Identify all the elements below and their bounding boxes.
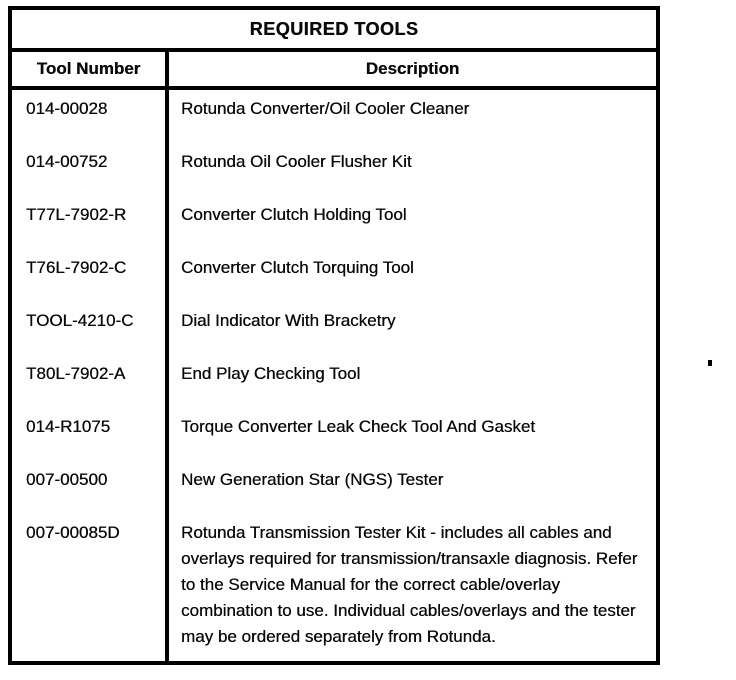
tool-number-cell: T77L-7902-R: [26, 205, 127, 224]
column-header-description: Description: [365, 59, 460, 78]
description-cell: End Play Checking Tool: [181, 364, 361, 383]
table-header-row: [12, 52, 656, 90]
table-row: [12, 90, 656, 143]
tool-number-cell: 014-00752: [26, 152, 108, 171]
column-divider: [165, 90, 169, 661]
table-body: [12, 90, 656, 661]
table-title: REQUIRED TOOLS: [12, 10, 656, 52]
description-cell: Converter Clutch Torquing Tool: [181, 258, 414, 277]
column-header-tool-number: Tool Number: [12, 52, 169, 86]
table-row: [12, 355, 656, 408]
tool-number-cell: 014-00028: [26, 99, 108, 118]
table-row: [12, 143, 656, 196]
tool-number-cell: 014-R1075: [26, 417, 111, 436]
scan-speck: [708, 360, 712, 366]
table-row: [12, 514, 656, 650]
required-tools-table: [8, 6, 660, 665]
table-rows: [12, 90, 656, 650]
description-cell: New Generation Star (NGS) Tester: [181, 470, 444, 489]
table-row: [12, 249, 656, 302]
tool-number-cell: 007-00085D: [26, 523, 120, 542]
description-cell: Converter Clutch Holding Tool: [181, 205, 407, 224]
description-cell: Rotunda Oil Cooler Flusher Kit: [181, 152, 412, 171]
table-row: [12, 196, 656, 249]
description-cell: Rotunda Converter/Oil Cooler Cleaner: [181, 99, 470, 118]
tool-number-cell: T76L-7902-C: [26, 258, 127, 277]
tool-number-cell: 007-00500: [26, 470, 108, 489]
table-row: [12, 302, 656, 355]
table-row: [12, 408, 656, 461]
tool-number-cell: T80L-7902-A: [26, 364, 126, 383]
table-row: [12, 461, 656, 514]
description-cell: Torque Converter Leak Check Tool And Gasket: [181, 417, 536, 436]
tool-number-cell: TOOL-4210-C: [26, 311, 134, 330]
description-cell: Dial Indicator With Bracketry: [181, 311, 396, 330]
description-cell: Rotunda Transmission Tester Kit - includes all cables and overlays required for transmission/transaxle diagnosis. Refer to the Service Manual for the correct cable/overlay combination to use. Individual cables/overlays and the tester may be ordered separately from Rotunda.: [181, 523, 638, 646]
